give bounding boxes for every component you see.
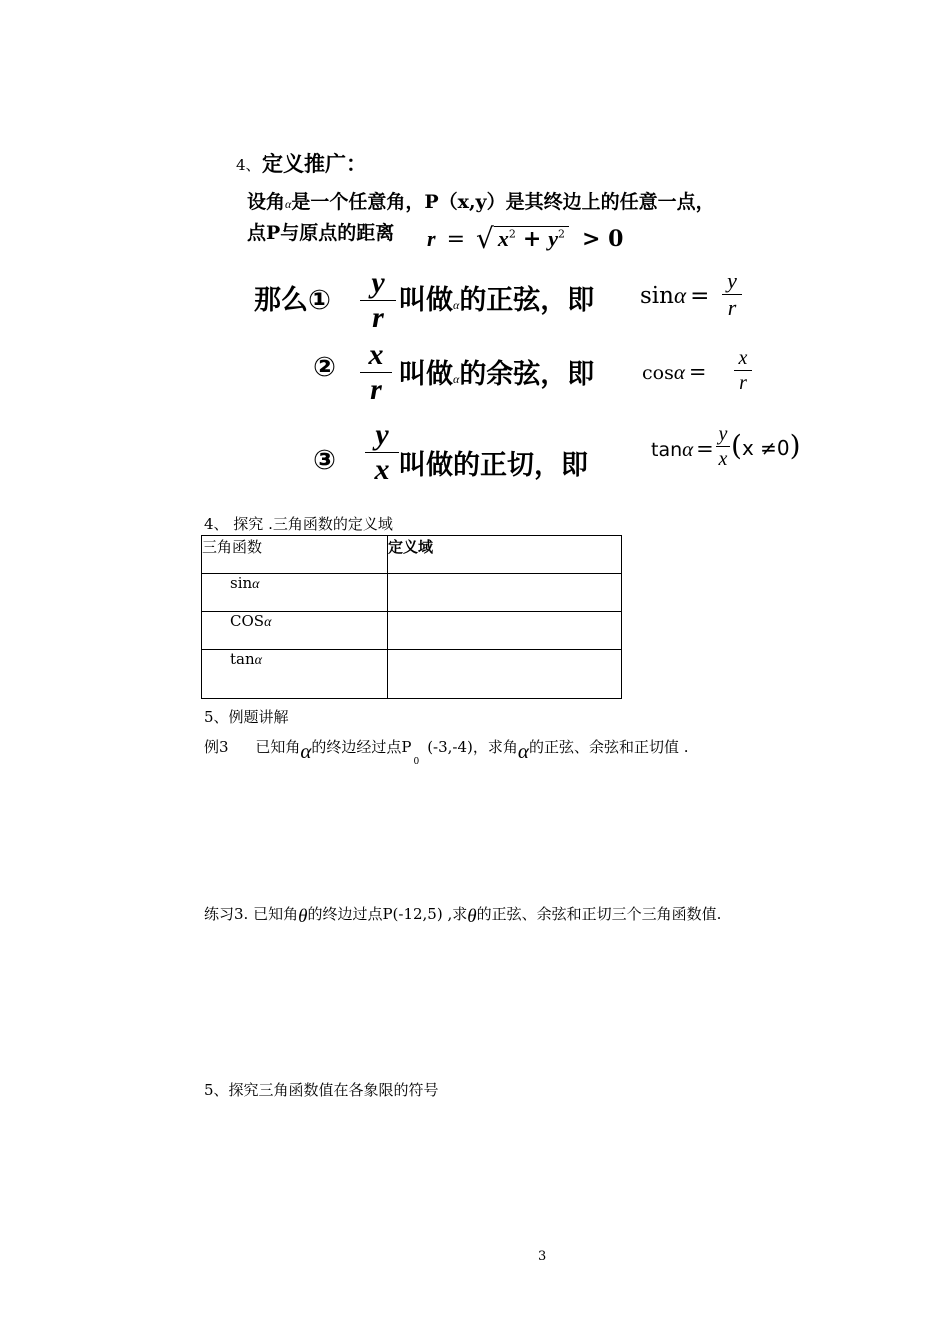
fraction-x-over-r: x r <box>360 340 392 405</box>
quadrant-sign-title: 5、探究三角函数值在各象限的符号 <box>204 1081 439 1099</box>
tangent-formula-fraction: y x <box>716 424 730 469</box>
table-cell-domain <box>388 650 622 699</box>
table-cell-domain <box>388 612 622 650</box>
page-number: 3 <box>538 1249 547 1264</box>
table-header-cell: 三角函数 <box>202 536 388 574</box>
sine-formula-fraction: y r <box>722 270 742 319</box>
table-cell-function: tanα <box>202 650 388 699</box>
table-row <box>202 574 622 612</box>
fraction-y-over-x: y x <box>365 420 399 485</box>
cosine-formula-lhs: cosα = <box>642 360 707 384</box>
fraction-y-over-r: y r <box>360 268 396 333</box>
tangent-condition: (x ≠0) <box>731 429 801 462</box>
table-header-cell: 定义域 <box>388 536 622 574</box>
table-row <box>202 612 622 650</box>
section-number: 4、 <box>236 156 261 174</box>
practice-3: 练习3. 已知角θ的终边过点P(-12,5) ,求θ的正弦、余弦和正切三个三角函数值. <box>204 905 722 927</box>
cosine-text: 叫做α的余弦，即 <box>399 359 595 390</box>
cosine-formula-fraction: x r <box>734 348 752 393</box>
sqrt-icon: √ <box>476 222 494 255</box>
domain-table <box>201 535 622 699</box>
alpha-symbol: α <box>285 197 292 211</box>
sine-text: 叫做α的正弦，即 <box>399 285 595 316</box>
sine-formula-lhs: sinα = <box>640 283 710 309</box>
table-header-row <box>202 536 622 574</box>
circled-2: ② <box>313 352 336 383</box>
definition-line-1: 设角α是一个任意角，P（x,y）是其终边上的任意一点， <box>247 191 715 213</box>
section-heading: 定义推广： <box>262 151 367 176</box>
definition-line-2: 点P与原点的距离 <box>247 222 395 244</box>
table-cell-function: COSα <box>202 612 388 650</box>
sqrt-radicand: $x^2 + y^2$ <box>494 226 569 252</box>
table-row <box>202 650 622 699</box>
table-cell-function: sinα <box>202 574 388 612</box>
examples-title: 5、例题讲解 <box>204 708 289 726</box>
tangent-text: 叫做的正切，即 <box>399 450 588 481</box>
explore-title: 4、 探究 .三角函数的定义域 <box>204 515 393 533</box>
example-3: 例3 已知角α的终边经过点$P_0(-3,-4)$，求角α的正弦、余弦和正切值 . <box>204 738 689 767</box>
table-cell-domain <box>388 574 622 612</box>
distance-formula: r = √ $x^2 + y^2 > 0$ <box>427 222 624 255</box>
circled-3: ③ <box>313 445 336 476</box>
definition-intro: 那么① <box>254 285 331 316</box>
tangent-formula-lhs: tanα = <box>651 437 714 461</box>
